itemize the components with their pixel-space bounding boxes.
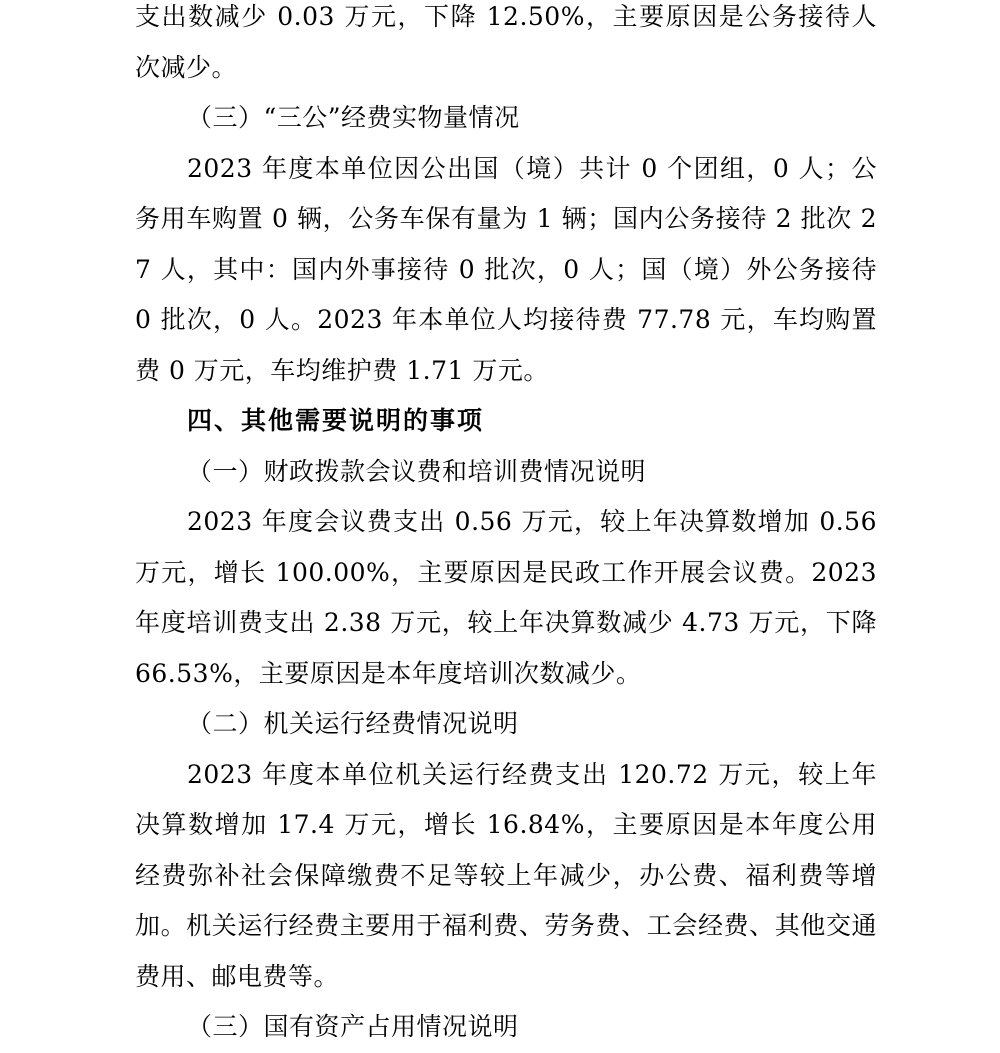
three-public-physical-quantity-heading: （三）“三公”经费实物量情况 [187, 103, 520, 132]
state-assets-heading: （三）国有资产占用情况说明 [187, 1012, 519, 1041]
intro-continuation-paragraph: 支出数减少 0.03 万元，下降 12.50%，主要原因是公务接待人次减少。 [135, 2, 877, 82]
operating-costs-heading: （二）机关运行经费情况说明 [187, 709, 519, 738]
meeting-training-paragraph: 2023 年度会议费支出 0.56 万元，较上年决算数增加 0.56 万元，增长 100.00%，主要原因是民政工作开展会议费。2023 年度培训费支出 2.38 万元，较上年决算数减少 4.73 万元，下降 66.53%，主要原因是本年度培训次数减少。 [135, 507, 877, 688]
section-four-heading: 四、其他需要说明的事项 [187, 406, 485, 435]
operating-costs-paragraph: 2023 年度本单位机关运行经费支出 120.72 万元，较上年决算数增加 17.4 万元，增长 16.84%，主要原因是本年度公用经费弥补社会保障缴费不足等较上年减少，办公费、福利费等增加。机关运行经费主要用于福利费、劳务费、工会经费、其他交通费用、邮电费等。 [135, 759, 877, 991]
document-page [135, 0, 877, 1053]
meeting-training-heading: （一）财政拨款会议费和培训费情况说明 [187, 456, 647, 486]
physical-quantity-paragraph: 2023 年度本单位因公出国（境）共计 0 个团组，0 人；公务用车购置 0 辆，公务车保有量为 1 辆；国内公务接待 2 批次 27 人，其中：国内外事接待 0 批次，0 人；国（境）外公务接待 0 批次，0 人。2023 年本单位人均接待费 77.78 元，车均购置费 0 万元，车均维护费 1.71 万元。 [135, 153, 877, 385]
